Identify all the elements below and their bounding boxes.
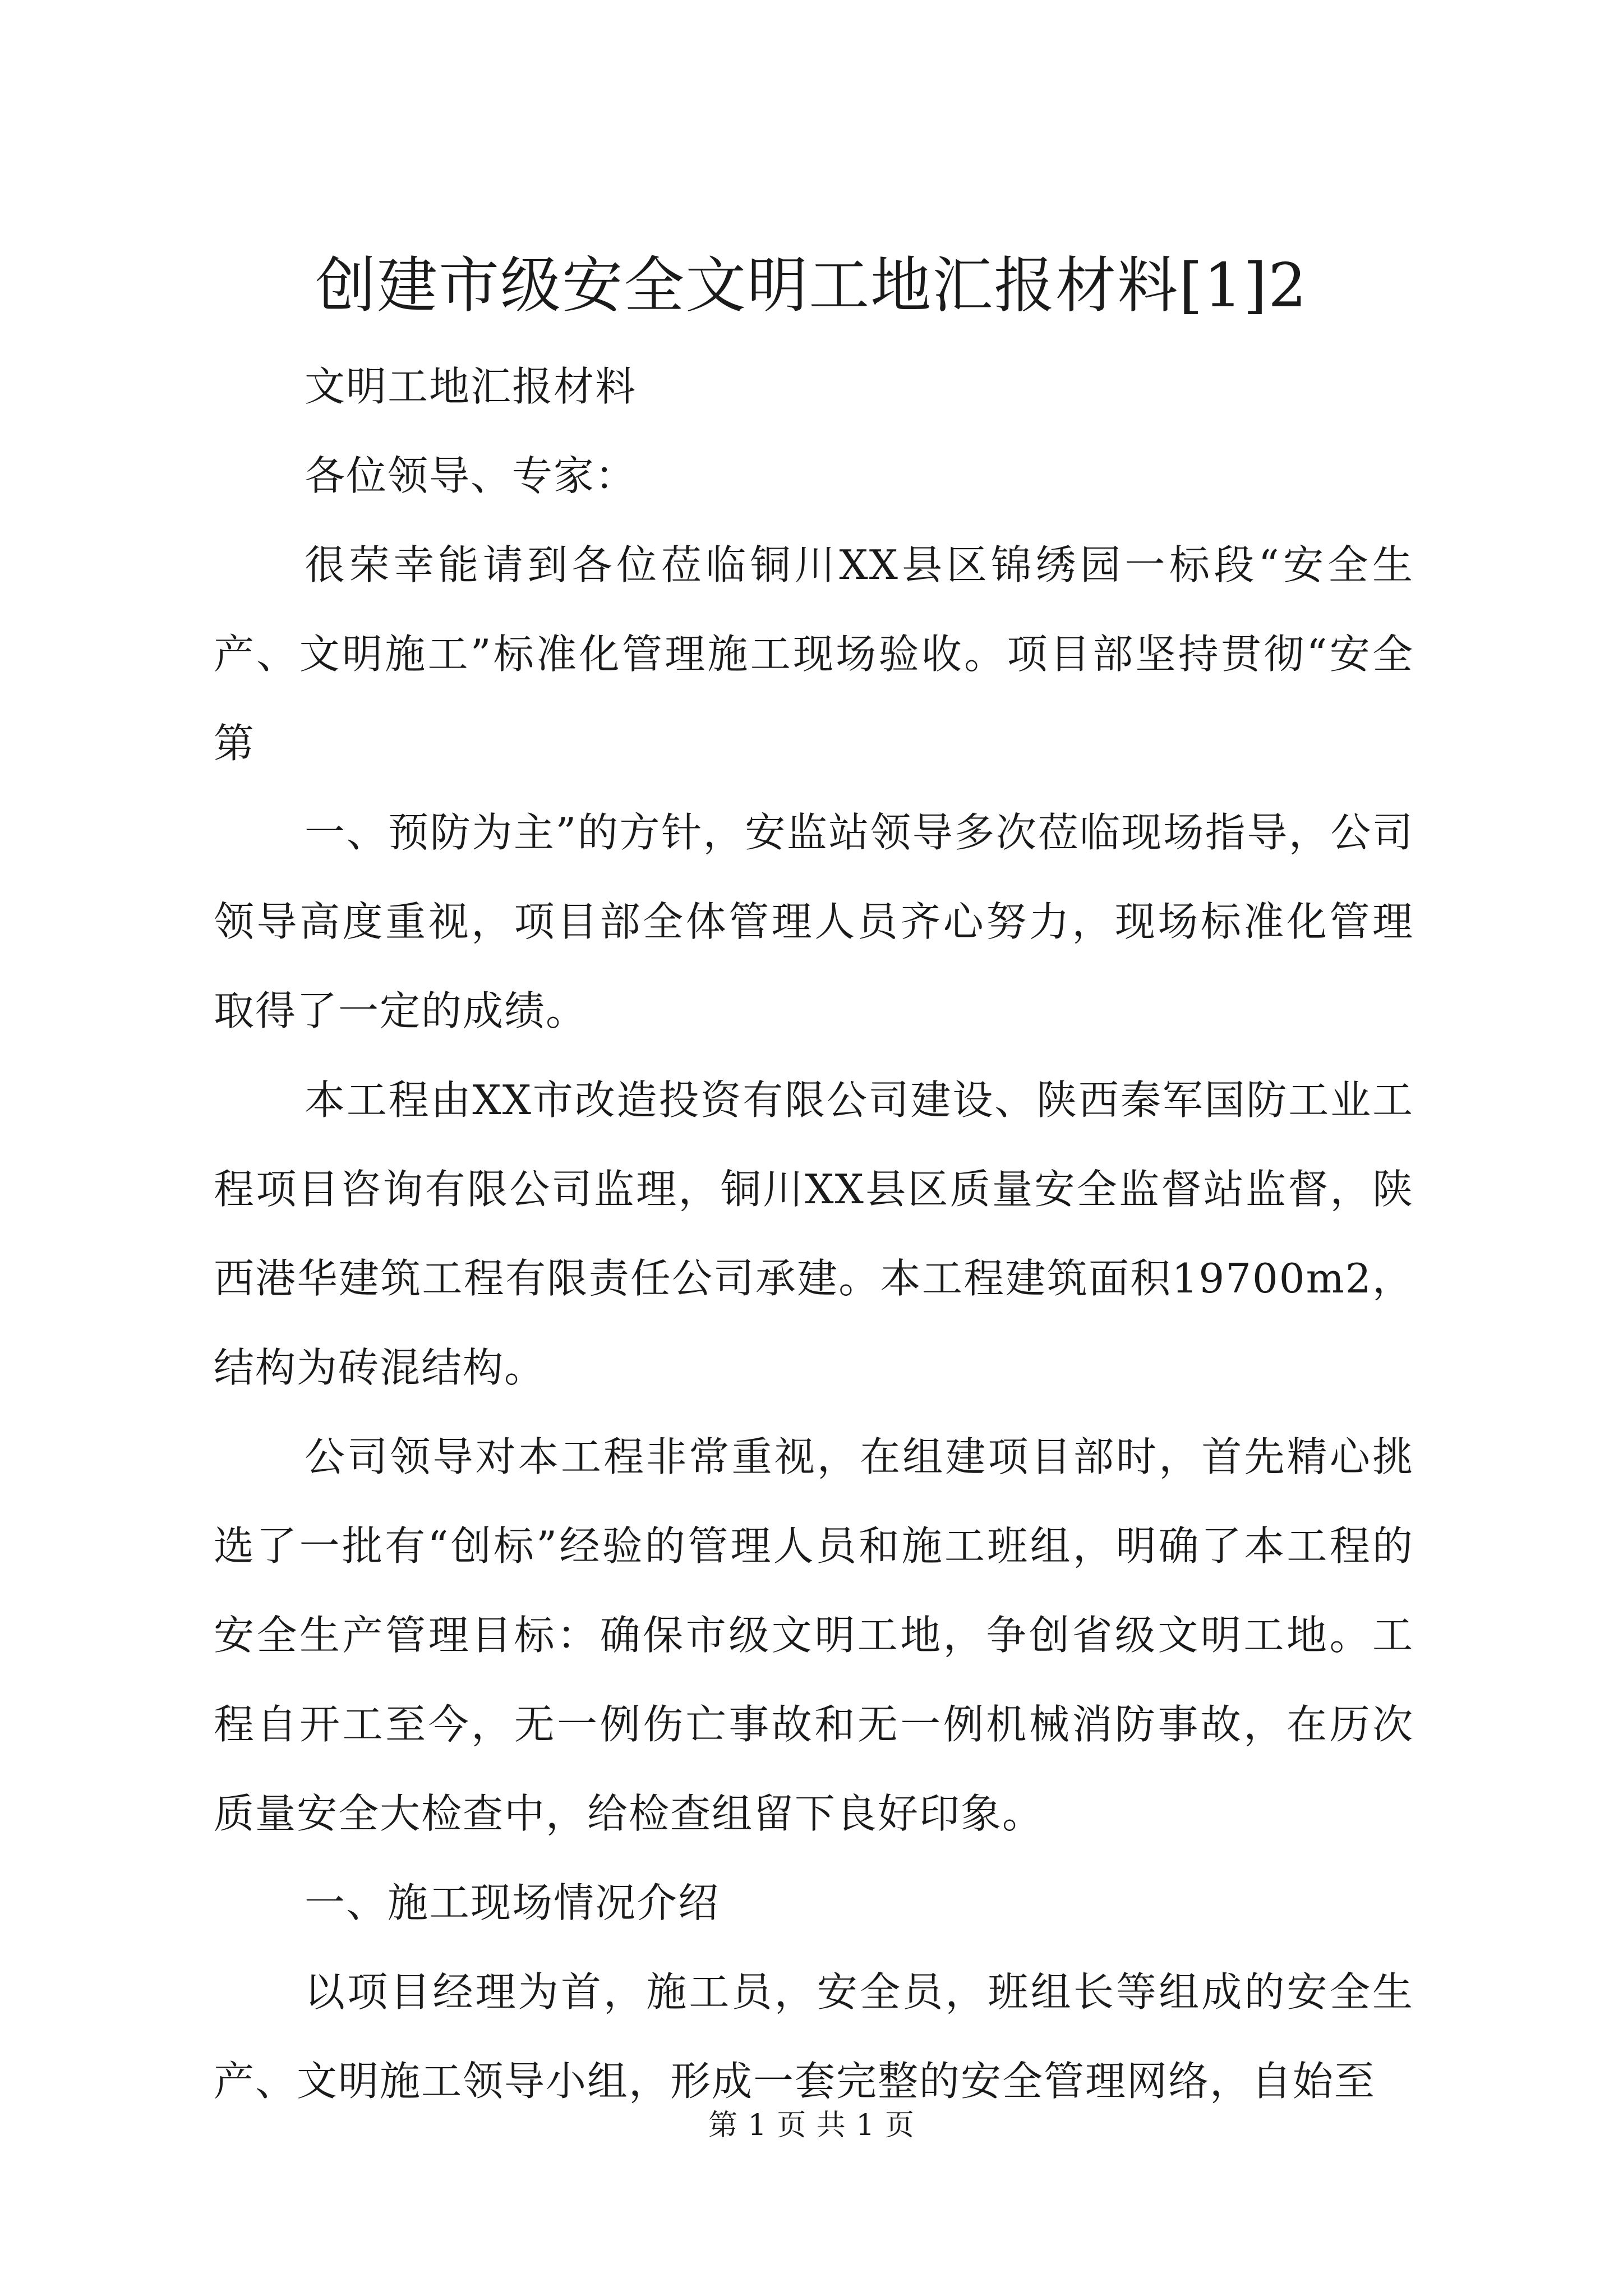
page-footer: 第 1 页 共 1 页 [708, 2109, 915, 2142]
paragraph: 以项目经理为首，施工员，安全员，班组长等组成的安全生产、文明施工领导小组，形成一套完整的安全管理网络，自始至 [214, 1968, 1414, 2105]
document-body [214, 342, 1414, 2126]
paragraph: 一、预防为主”的方针，安监站领导多次莅临现场指导，公司领导高度重视，项目部全体管理人员齐心努力，现场标准化管理取得了一定的成绩。 [214, 809, 1414, 1034]
paragraph: 一、施工现场情况介绍 [305, 1879, 720, 1926]
paragraph: 本工程由XX市改造投资有限公司建设、陕西秦军国防工业工程项目咨询有限公司监理，铜川XX县区质量安全监督站监督，陕西港华建筑工程有限责任公司承建。本工程建筑面积19700m2，结构为砖混结构。 [214, 1076, 1414, 1391]
paragraph: 公司领导对本工程非常重视，在组建项目部时，首先精心挑选了一批有“创标”经验的管理人员和施工班组，明确了本工程的安全生产管理目标：确保市级文明工地，争创省级文明工地。工程自开工至今，无一例伤亡事故和无一例机械消防事故，在历次质量安全大检查中，给检查组留下良好印象。 [214, 1433, 1414, 1837]
document-title: 创建市级安全文明工地汇报材料[1]2 [315, 251, 1308, 321]
paragraph: 文明工地汇报材料 [305, 363, 637, 410]
paragraph: 各位领导、专家： [305, 452, 637, 499]
paragraph: 很荣幸能请到各位莅临铜川XX县区锦绣园一标段“安全生产、文明施工”标准化管理施工现场验收。项目部坚持贯彻“安全第 [214, 541, 1414, 767]
